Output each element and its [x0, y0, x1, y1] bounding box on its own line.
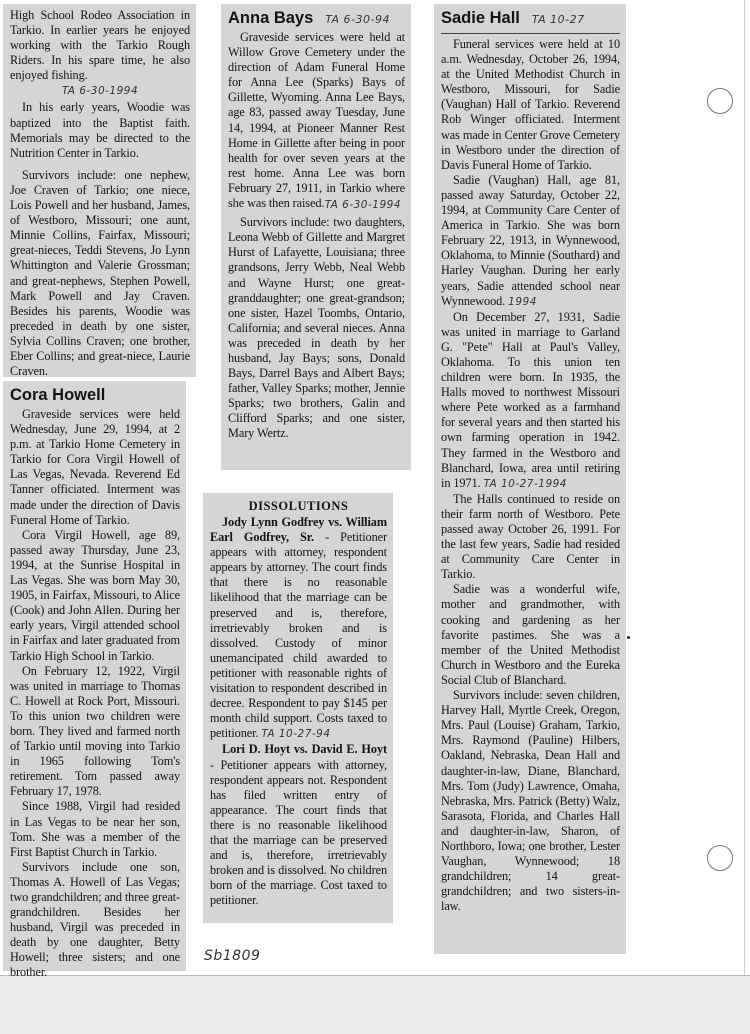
- case-paragraph: [210, 515, 387, 742]
- obit-paragraph: Survivors include one son, Thomas A. Howell of Las Vegas; two grandchildren; and three great-grandchildren. Besides her husband, Virgil was preceded in death by one daughter, Betty Howell; three sisters; and one brother.: [10, 859, 180, 980]
- handwritten-note: TA 6-30-94: [325, 13, 390, 26]
- obit-paragraph: [441, 310, 620, 492]
- obit-paragraph: Survivors include: two daughters, Leona Webb of Gillette and Margret Hurst of Lafayette, Louisiana; three grandsons, Jerry Webb, Neal Webb and Wayne Hurst; one great-granddaughter; one great-grandson; one sister, Hazel Toombs, Ontario, California; and several nieces. Anna was preceded in death by her husband, Jay Bays; sons, Donald Bays, Darrel Bays and Albert Bays; father, Valley Sparks; mother, Jennie Sparks; two brothers, Galin and Clifford Sparks; and one sister, Mary Wertz.: [228, 215, 405, 441]
- obit-text: Sadie (Vaughan) Hall, age 81, passed away Saturday, October 22, 1994, at Community Care Center of America in Tarkio. She was born February 22, 1913, in Wynnewood, Oklahoma, to Minnie (Southard) and Harley Vaughan. During her early years, Sadie attended school near Wynnewood.: [441, 172, 620, 308]
- clipping-sadie-hall: [434, 4, 626, 954]
- obit-paragraph: Since 1988, Virgil had resided in Las Vegas to be near her son, Tom. She was a member of the First Baptist Church in Tarkio.: [10, 799, 180, 859]
- obit-paragraph: Funeral services were held at 10 a.m. Wednesday, October 26, 1994, at the United Methodist Church in Westboro, Missouri, for Sadie (Vaughan) Hall of Tarkio. Reverend Rob Winger officiated. Interment was made in Center Grove Cemetery in Westboro under the direction of Davis Funeral Home of Tarkio.: [441, 37, 620, 172]
- obit-paragraph: Survivors include: one nephew, Joe Craven of Tarkio; one niece, Lois Powell and her husband, James, of Westboro, Missouri; one aunt, Minnie Collins, Fairfax, Missouri; great-nieces, Teddi Stevens, Jo Lynn Whittington and Valerie Grossman; and great-nephews, Stephen Powell, Mark Powell and Jay Craven. Besides his parents, Woodie was preceded in death by one sister, Sylvia Collins Craven; one brother, Eber Collins; and great-niece, Laurie Craven.: [10, 167, 190, 379]
- obit-paragraph: Survivors include: seven children, Harvey Hall, Myrtle Creek, Oregon, Mrs. Paul (Louise) Graham, Tarkio, Mrs. Raymond (Pauline) Hilbers, Oakland, Nebraska, Dean Hall and daughter-in-law, Diane, Blanchard, Mrs. Tom (Judy) Lawrence, Omaha, Nebraska, Mrs. Patrick (Betty) Walz, Sarasota, Florida, and Charles Hall and daughter-in-law, Sharon, of Northboro, Iowa; one brother, Lester Vaughan, Wynnewood; 18 grandchildren; 14 great-grandchildren; and two sisters-in-law.: [441, 688, 620, 914]
- case-title: Lori D. Hoyt vs. David E. Hoyt: [222, 742, 387, 757]
- obituary-headline: Cora Howell: [10, 386, 106, 404]
- handwritten-note: TA 10-27-94: [261, 728, 331, 741]
- speck: [627, 636, 630, 639]
- page-edge: [744, 0, 745, 975]
- handwritten-note: TA 10-27: [531, 13, 585, 26]
- punch-hole: [707, 845, 733, 871]
- divider: [441, 33, 620, 34]
- case-body: - Petitioner appears with attorney, respondent appears by attorney. The court finds that there is no reasonable likelihood that the marriage can be preserved and is, therefore, irretrievably broken and is dissolved. Custody of minor unemancipated child awarded to petitioner with reasonable rights of visitation to respondent described in decree. Respondent to pay $145 per month child support. Costs taxed to petitioner.: [210, 530, 387, 741]
- obituary-headline: Anna Bays: [228, 9, 314, 27]
- clipping-continuation: [3, 4, 196, 377]
- clipping-anna-bays: [221, 4, 411, 470]
- obit-paragraph: [441, 173, 620, 310]
- obit-paragraph: On February 12, 1922, Virgil was united in marriage to Thomas C. Howell at Rock Port, Missouri. To this union two children were born. They lived and farmed north of Tarkio until moving into Tarkio in 1965 following Tom's retirement. Tom passed away February 17, 1978.: [10, 663, 180, 799]
- handwritten-note: TA 6-30-1994: [324, 199, 401, 212]
- section-heading: DISSOLUTIONS: [248, 499, 349, 513]
- handwritten-note: TA 6-30-1994: [61, 85, 139, 98]
- clipping-cora-howell: [3, 381, 186, 980]
- handwritten-page-mark: Sb1809: [204, 948, 261, 964]
- obit-paragraph: Sadie was a wonderful wife, mother and grandmother, with cooking and gardening as her favorite pastimes. She was a member of the United Methodist Church in Westboro and the Eureka Social Club of Blanchard.: [441, 582, 620, 687]
- scan-margin: [0, 975, 750, 1034]
- clipping-dissolutions: [203, 493, 393, 923]
- obit-paragraph: Graveside services were held Wednesday, June 29, 1994, at 2 p.m. at Tarkio Home Cemetery in Tarkio for Cora Virgil Howell of Las Vegas, Nevada. Reverend Ed Tanner officiated. Interment was made under the direction of Davis Funeral Home of Tarkio.: [10, 407, 180, 527]
- obit-paragraph: Cora Virgil Howell, age 89, passed away Thursday, June 23, 1994, at the Sunrise Hospital in Las Vegas. She was born May 30, 1905, in Fairfax, Missouri, to Alice (Cook) and John Allen. During her early years, Virgil attended school in Fairfax and later graduated from Tarkio High School in Tarkio.: [10, 527, 180, 663]
- punch-hole: [707, 88, 733, 114]
- obit-paragraph: High School Rodeo Association in Tarkio. In earlier years he enjoyed working with the Tarkio Rough Riders. In his spare time, he also enjoyed fishing.: [10, 8, 190, 83]
- obit-text: On December 27, 1931, Sadie was united in marriage to Garland G. "Pete" Hall at Paul's Valley, Oklahoma. To this union ten children were born. In 1935, the Halls moved to northwest Missouri where Pete worked as a farmhand for several years and then started his own farming operation in 1942. They farmed in the Westboro and Blanchard, Iowa, area until retiring in 1971.: [441, 309, 620, 490]
- case-paragraph: [210, 742, 387, 908]
- case-title: Jody Lynn Godfrey vs. William Earl Godfrey, Sr.: [210, 515, 387, 545]
- case-body: - Petitioner appears with attorney, respondent appears not. Respondent has filed written entry of appearance. The court finds that there is no reasonable likelihood that the marriage can be preserved and is, therefore, irretrievably broken and is dissolved. No children born of the marriage. Cost taxed to petitioner.: [210, 757, 387, 908]
- obit-paragraph: The Halls continued to reside on their farm north of Westboro. Pete passed away October 26, 1991. For the last few years, Sadie had resided at Community Care Center in Tarkio.: [441, 491, 620, 582]
- obit-paragraph: In his early years, Woodie was baptized into the Baptist faith. Memorials may be directed to the Nutrition Center in Tarkio.: [10, 100, 190, 160]
- handwritten-note: TA 10-27-1994: [483, 477, 567, 490]
- obituary-headline: Sadie Hall: [441, 9, 520, 27]
- obit-paragraph: Graveside services were held at Willow Grove Cemetery under the direction of Adam Funeral Home for Anna Lee (Sparks) Bays of Gillette, Wyoming. Anna Lee Bays, age 83, passed away Tuesday, June 14, 1994, at Pioneer Manner Rest Home in Gillette after being in poor health for over seven years at the rest home. Anna Lee was born February 27, 1911, in Tarkio where she was then raised.: [228, 30, 405, 211]
- handwritten-note: 1994: [508, 295, 537, 308]
